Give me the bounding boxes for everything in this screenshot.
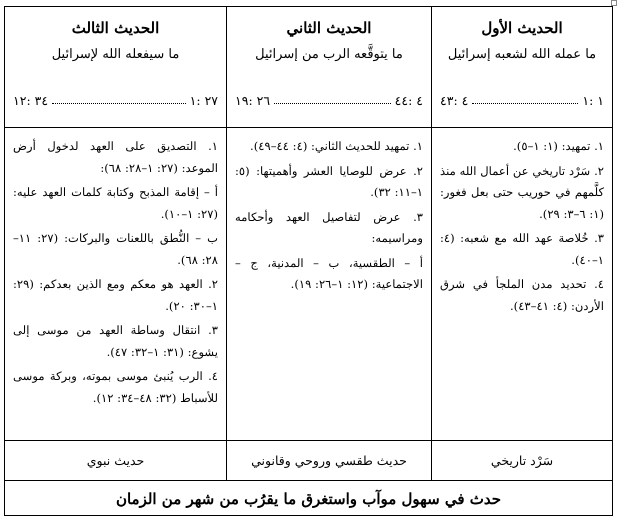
list-item: ٣. خُلاصة عهد الله مع شعبه: (٤: ١–٤٠).: [440, 231, 604, 267]
list-item: أ – الطقسية، ب – المدنية، ج – الاجتماعية: (١٢: ١–٢٦: ١٩).: [235, 255, 423, 291]
scripture-range: [227, 93, 431, 108]
column-footer: سَرْد تاريخي: [490, 453, 554, 468]
column-third-discourse: [5, 7, 226, 480]
list-item: ٣. عرض لتفاصيل العهد وأحكامه ومراسيمه:: [235, 209, 423, 245]
column-content: [227, 128, 431, 440]
range-dots: [274, 93, 391, 104]
list-item: ٢. عرض للوصايا العشر وأهميتها: (٥: ١–١١: ٣٢).: [235, 163, 423, 199]
column-content: [432, 128, 612, 440]
column-header: [227, 7, 431, 127]
column-first-discourse: [432, 7, 612, 480]
list-item: ٢. العهد هو معكم ومع الذين بعدكم: (٢٩: ١–٣٠: ٢٠).: [13, 277, 218, 313]
range-dots: [472, 93, 578, 104]
column-header: [5, 7, 226, 127]
column-footer: حديث نبوي: [86, 453, 145, 468]
scripture-range: [432, 93, 612, 108]
bottom-note: حدث في سهول موآب واستغرق ما يقرُب من شهر من الزمان: [115, 489, 502, 508]
range-end: ٢٦ :١٩: [235, 93, 271, 108]
column-title: الحديث الثالث: [71, 19, 160, 37]
list-item: ١. التصديق على العهد لدخول أرض الموعد: (٢٧: ١–٢٨: ٦٨):: [13, 139, 218, 175]
scripture-range: [5, 93, 226, 108]
list-item: ١. تمهيد للحديث الثاني: (٤: ٤٤–٤٩).: [250, 139, 423, 153]
summary-table: [4, 6, 613, 516]
range-start: ٢٧ :١: [189, 93, 218, 108]
column-title: الحديث الثاني: [286, 19, 372, 37]
list-item: ٣. انتقال وساطة العهد من موسى إلى يشوع: (٣١: ١–٣٢: ٤٧).: [13, 323, 218, 359]
list-item: ١. تمهيد: (١: ١–٥).: [513, 139, 604, 153]
list-item: ب – النُّطق باللعنات والبركات: (٢٧: ١١–٢٨: ٦٨).: [13, 231, 218, 267]
column-subtitle: ما عمله الله لشعبه إسرائيل: [447, 47, 597, 62]
column-subtitle: ما سيفعله الله لإسرائيل: [51, 47, 180, 62]
range-end: ٣٤ :١٢: [13, 93, 49, 108]
column-footer: حديث طقسي وروحي وقانوني: [251, 453, 407, 468]
range-start: ١ :١: [582, 93, 604, 108]
column-second-discourse: [226, 7, 432, 480]
list-item: ٢. سَرْد تاريخي عن أعمال الله منذ كلَّمهم في حوريب حتى بعل فغور: (١: ٦–٣: ٢٩).: [440, 163, 604, 221]
list-item: ٤. الرب يُنبئ موسى بموته، وبركة موسى للأسباط (٣٢: ٤٨–٣٤: ١٢).: [13, 369, 218, 405]
list-item: ٤. تحديد مدن الملجأ في شرق الأردن: (٤: ٤١–٤٣).: [440, 277, 604, 313]
range-end: ٤ :٤٣: [440, 93, 469, 108]
column-header: [432, 7, 612, 127]
column-title: الحديث الأول: [481, 19, 563, 37]
range-dots: [52, 93, 186, 104]
range-start: ٤ :٤٤: [394, 93, 423, 108]
column-content: [5, 128, 226, 440]
list-item: أ – إقامة المذبح وكتابة كلمات العهد عليه: (٢٧: ١–١٠).: [13, 185, 218, 221]
column-subtitle: ما يتوقَّعه الرب من إسرائيل: [255, 47, 403, 62]
